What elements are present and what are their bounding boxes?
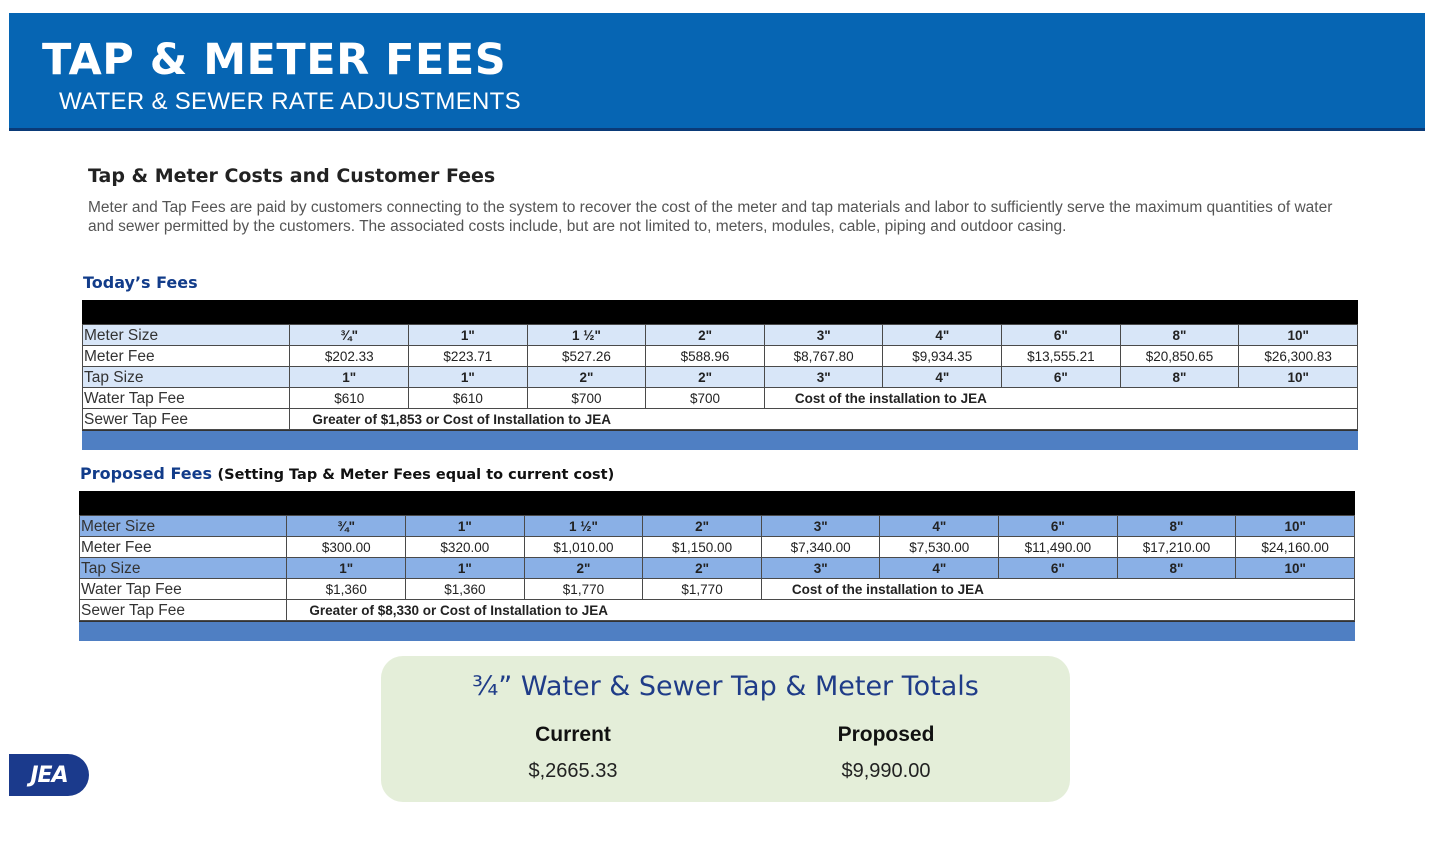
row-label: Water Tap Fee <box>80 579 287 600</box>
table-cell: 1 ½" <box>527 325 646 346</box>
table-row <box>83 409 1358 430</box>
table-cell: $527.26 <box>527 346 646 367</box>
row-label: Sewer Tap Fee <box>80 600 287 621</box>
table-row <box>80 600 1355 621</box>
proposed-fees-title: Proposed Fees <box>80 464 212 483</box>
table-cell: $1,770 <box>524 579 643 600</box>
table-row <box>80 537 1355 558</box>
table-cell: $13,555.21 <box>1002 346 1121 367</box>
jea-logo <box>9 754 89 796</box>
table-cell: $1,360 <box>406 579 525 600</box>
current-total-value: $,2665.33 <box>528 760 618 782</box>
table-cell: 3" <box>761 516 880 537</box>
table-cell: $7,340.00 <box>761 537 880 558</box>
table-cell: $1,150.00 <box>643 537 762 558</box>
table-cell: 3" <box>761 558 880 579</box>
proposed-total-value: $9,990.00 <box>841 760 931 782</box>
table-row <box>83 388 1358 409</box>
table-cell: $320.00 <box>406 537 525 558</box>
installation-cost-note: Cost of the installation to JEA <box>761 579 1354 600</box>
row-label: Meter Size <box>83 325 290 346</box>
table-cell: $24,160.00 <box>1236 537 1355 558</box>
table-cell: 4" <box>883 325 1002 346</box>
table-bottom-bar <box>79 621 1355 641</box>
table-cell: $26,300.83 <box>1239 346 1358 367</box>
table-cell: $11,490.00 <box>999 537 1118 558</box>
table-top-bar <box>79 491 1355 515</box>
row-label: Meter Size <box>80 516 287 537</box>
proposed-fees-block <box>79 491 1355 641</box>
table-cell: $588.96 <box>646 346 765 367</box>
table-cell: $1,770 <box>643 579 762 600</box>
table-cell: 1" <box>406 558 525 579</box>
table-row <box>80 579 1355 600</box>
table-cell: ¾" <box>290 325 409 346</box>
table-row <box>80 516 1355 537</box>
table-cell: $300.00 <box>287 537 406 558</box>
table-cell: 8" <box>1117 516 1236 537</box>
table-row <box>83 346 1358 367</box>
table-cell: $610 <box>290 388 409 409</box>
row-label: Tap Size <box>83 367 290 388</box>
table-cell: 2" <box>643 558 762 579</box>
table-cell: 8" <box>1120 367 1239 388</box>
table-cell: 2" <box>646 325 765 346</box>
table-cell: 2" <box>646 367 765 388</box>
proposed-fees-heading <box>80 466 614 483</box>
table-cell: 6" <box>999 516 1118 537</box>
todays-fees-block <box>82 300 1358 450</box>
table-cell: $1,360 <box>287 579 406 600</box>
proposed-fees-table <box>79 515 1355 621</box>
totals-panel <box>381 656 1070 802</box>
table-cell: 1" <box>406 516 525 537</box>
row-label: Meter Fee <box>80 537 287 558</box>
sewer-fee-note: Greater of $8,330 or Cost of Installation to JEA <box>287 600 1355 621</box>
sewer-fee-note: Greater of $1,853 or Cost of Installation to JEA <box>290 409 1358 430</box>
table-cell: 8" <box>1117 558 1236 579</box>
table-cell: 1" <box>409 325 528 346</box>
table-cell: $1,010.00 <box>524 537 643 558</box>
table-cell: $9,934.35 <box>883 346 1002 367</box>
table-cell: 8" <box>1120 325 1239 346</box>
proposed-fees-note: (Setting Tap & Meter Fees equal to current cost) <box>217 467 615 483</box>
table-cell: 1 ½" <box>524 516 643 537</box>
table-cell: 10" <box>1239 367 1358 388</box>
table-cell: 6" <box>1002 367 1121 388</box>
table-row <box>83 325 1358 346</box>
proposed-label: Proposed <box>837 723 935 746</box>
table-cell: 1" <box>409 367 528 388</box>
row-label: Water Tap Fee <box>83 388 290 409</box>
intro-paragraph: Meter and Tap Fees are paid by customers connecting to the system to recover the cost of the meter and tap materials and labor to sufficiently serve the maximum quantities of water and sewer permitted by the customers. The associated costs include, but are not limited to, meters, modules, cable, piping and outdoor casing. <box>88 199 1333 235</box>
table-cell: 6" <box>999 558 1118 579</box>
table-row <box>83 367 1358 388</box>
table-cell: $223.71 <box>409 346 528 367</box>
table-cell: $700 <box>527 388 646 409</box>
table-cell: $202.33 <box>290 346 409 367</box>
table-cell: 3" <box>764 367 883 388</box>
table-cell: ¾" <box>287 516 406 537</box>
table-cell: 4" <box>880 516 999 537</box>
installation-cost-note: Cost of the installation to JEA <box>764 388 1357 409</box>
table-cell: $20,850.65 <box>1120 346 1239 367</box>
row-label: Meter Fee <box>83 346 290 367</box>
table-cell: 10" <box>1239 325 1358 346</box>
table-bottom-bar <box>82 430 1358 450</box>
todays-fees-heading: Today’s Fees <box>83 273 198 292</box>
table-cell: $7,530.00 <box>880 537 999 558</box>
table-cell: 2" <box>524 558 643 579</box>
section-heading: Tap & Meter Costs and Customer Fees <box>88 165 496 187</box>
page-subtitle: WATER & SEWER RATE ADJUSTMENTS <box>59 88 521 115</box>
todays-fees-table <box>82 324 1358 430</box>
table-cell: 1" <box>290 367 409 388</box>
table-cell: 2" <box>527 367 646 388</box>
table-cell: $17,210.00 <box>1117 537 1236 558</box>
table-cell: 3" <box>764 325 883 346</box>
header-banner <box>9 13 1425 131</box>
table-row <box>80 558 1355 579</box>
table-cell: 2" <box>643 516 762 537</box>
table-cell: $610 <box>409 388 528 409</box>
table-cell: 10" <box>1236 558 1355 579</box>
row-label: Tap Size <box>80 558 287 579</box>
table-cell: 6" <box>1002 325 1121 346</box>
page-title: TAP & METER FEES <box>42 35 507 85</box>
jea-logo-text: JEA <box>30 762 68 788</box>
table-cell: 10" <box>1236 516 1355 537</box>
current-label: Current <box>535 723 611 746</box>
totals-title: ¾” Water & Sewer Tap & Meter Totals <box>472 671 979 702</box>
table-cell: 4" <box>883 367 1002 388</box>
table-cell: 1" <box>287 558 406 579</box>
table-cell: 4" <box>880 558 999 579</box>
row-label: Sewer Tap Fee <box>83 409 290 430</box>
table-top-bar <box>82 300 1358 324</box>
table-cell: $700 <box>646 388 765 409</box>
table-cell: $8,767.80 <box>764 346 883 367</box>
